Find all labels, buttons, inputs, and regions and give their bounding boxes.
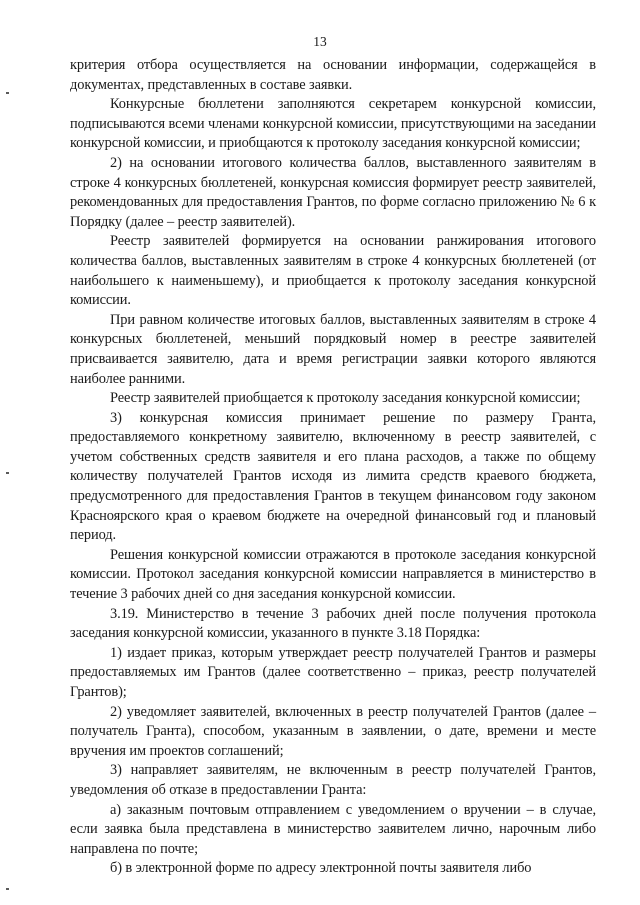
paragraph-2: Конкурсные бюллетени заполняются секретарем конкурсной комиссии, подписываются всеми членами конкурсной комиссии, присутствующими на заседании конкурсной комиссии, и приобщаются к протоколу заседания конкурсной комиссии; — [70, 96, 596, 152]
paragraph-8: Решения конкурсной комиссии отражаются в протоколе заседания конкурсной комиссии. Протокол заседания конкурсной комиссии направляется в министерство в течение 3 рабочих дней со дня заседания конкурсной комиссии. — [70, 546, 596, 603]
paragraph-11: 2) уведомляет заявителей, включенных в реестр получателей Грантов (далее – получатель Гранта), способом, указанным в заявлении, о дате, времени и месте вручения им проектов соглашений; — [70, 703, 596, 759]
paragraph-12: 3) направляет заявителям, не включенным в реестр получателей Грантов, уведомления об отказе в предоставлении Гранта: — [70, 762, 596, 798]
document-body — [70, 56, 596, 879]
paragraph-10: 1) издает приказ, которым утверждает реестр получателей Грантов и размеры предоставляемых им Грантов (далее соответственно – приказ, реестр получателей Грантов); — [70, 644, 596, 700]
scan-artifact — [6, 888, 9, 890]
paragraph-3: 2) на основании итогового количества баллов, выставленного заявителям в строке 4 конкурсных бюллетеней, конкурсная комиссия формирует реестр заявителей, рекомендованных для предоставления Грантов, по форме согласно приложению № 6 к Порядку (далее – реестр заявителей). — [70, 154, 596, 230]
paragraph-13: а) заказным почтовым отправлением с уведомлением о вручении – в случае, если заявка была представлена в министерство заявителем лично, нарочным либо направлена по почте; — [70, 801, 596, 857]
page-number: 13 — [313, 34, 327, 49]
paragraph-6: Реестр заявителей приобщается к протоколу заседания конкурсной комиссии; — [110, 390, 581, 407]
paragraph-9: 3.19. Министерство в течение 3 рабочих дней после получения протокола заседания конкурсной комиссии, указанного в пункте 3.18 Порядка: — [70, 605, 596, 642]
scan-artifact — [6, 92, 9, 94]
paragraph-5: При равном количестве итоговых баллов, выставленных заявителям в строке 4 конкурсных бюллетеней, меньший порядковый номер в реестре заявителей присваивается заявителю, дата и время регистрации заявки которого являются наиболее ранними. — [70, 311, 596, 387]
paragraph-7: 3) конкурсная комиссия принимает решение по размеру Гранта, предоставляемого конкретному заявителю, включенному в реестр заявителей, с учетом собственных средств заявителя и его плана расходов, а также по общему количеству получателей Грантов исходя из лимита средств краевого бюджета, предусмотренного для предоставления Грантов в текущем финансовом году законом Красноярского края о краевом бюджете на очередной финансовый год и плановый период. — [70, 409, 596, 544]
paragraph-14: б) в электронной форме по адресу электронной почты заявителя либо — [110, 860, 532, 877]
paragraph-1: критерия отбора осуществляется на основании информации, содержащейся в документах, представленных в составе заявки. — [70, 57, 596, 93]
paragraph-4: Реестр заявителей формируется на основании ранжирования итогового количества баллов, выставленных заявителям в строке 4 конкурсных бюллетеней (от наибольшего к наименьшему), и приобщается к протоколу заседания конкурсной комиссии. — [70, 233, 596, 309]
scan-artifact — [6, 472, 9, 474]
